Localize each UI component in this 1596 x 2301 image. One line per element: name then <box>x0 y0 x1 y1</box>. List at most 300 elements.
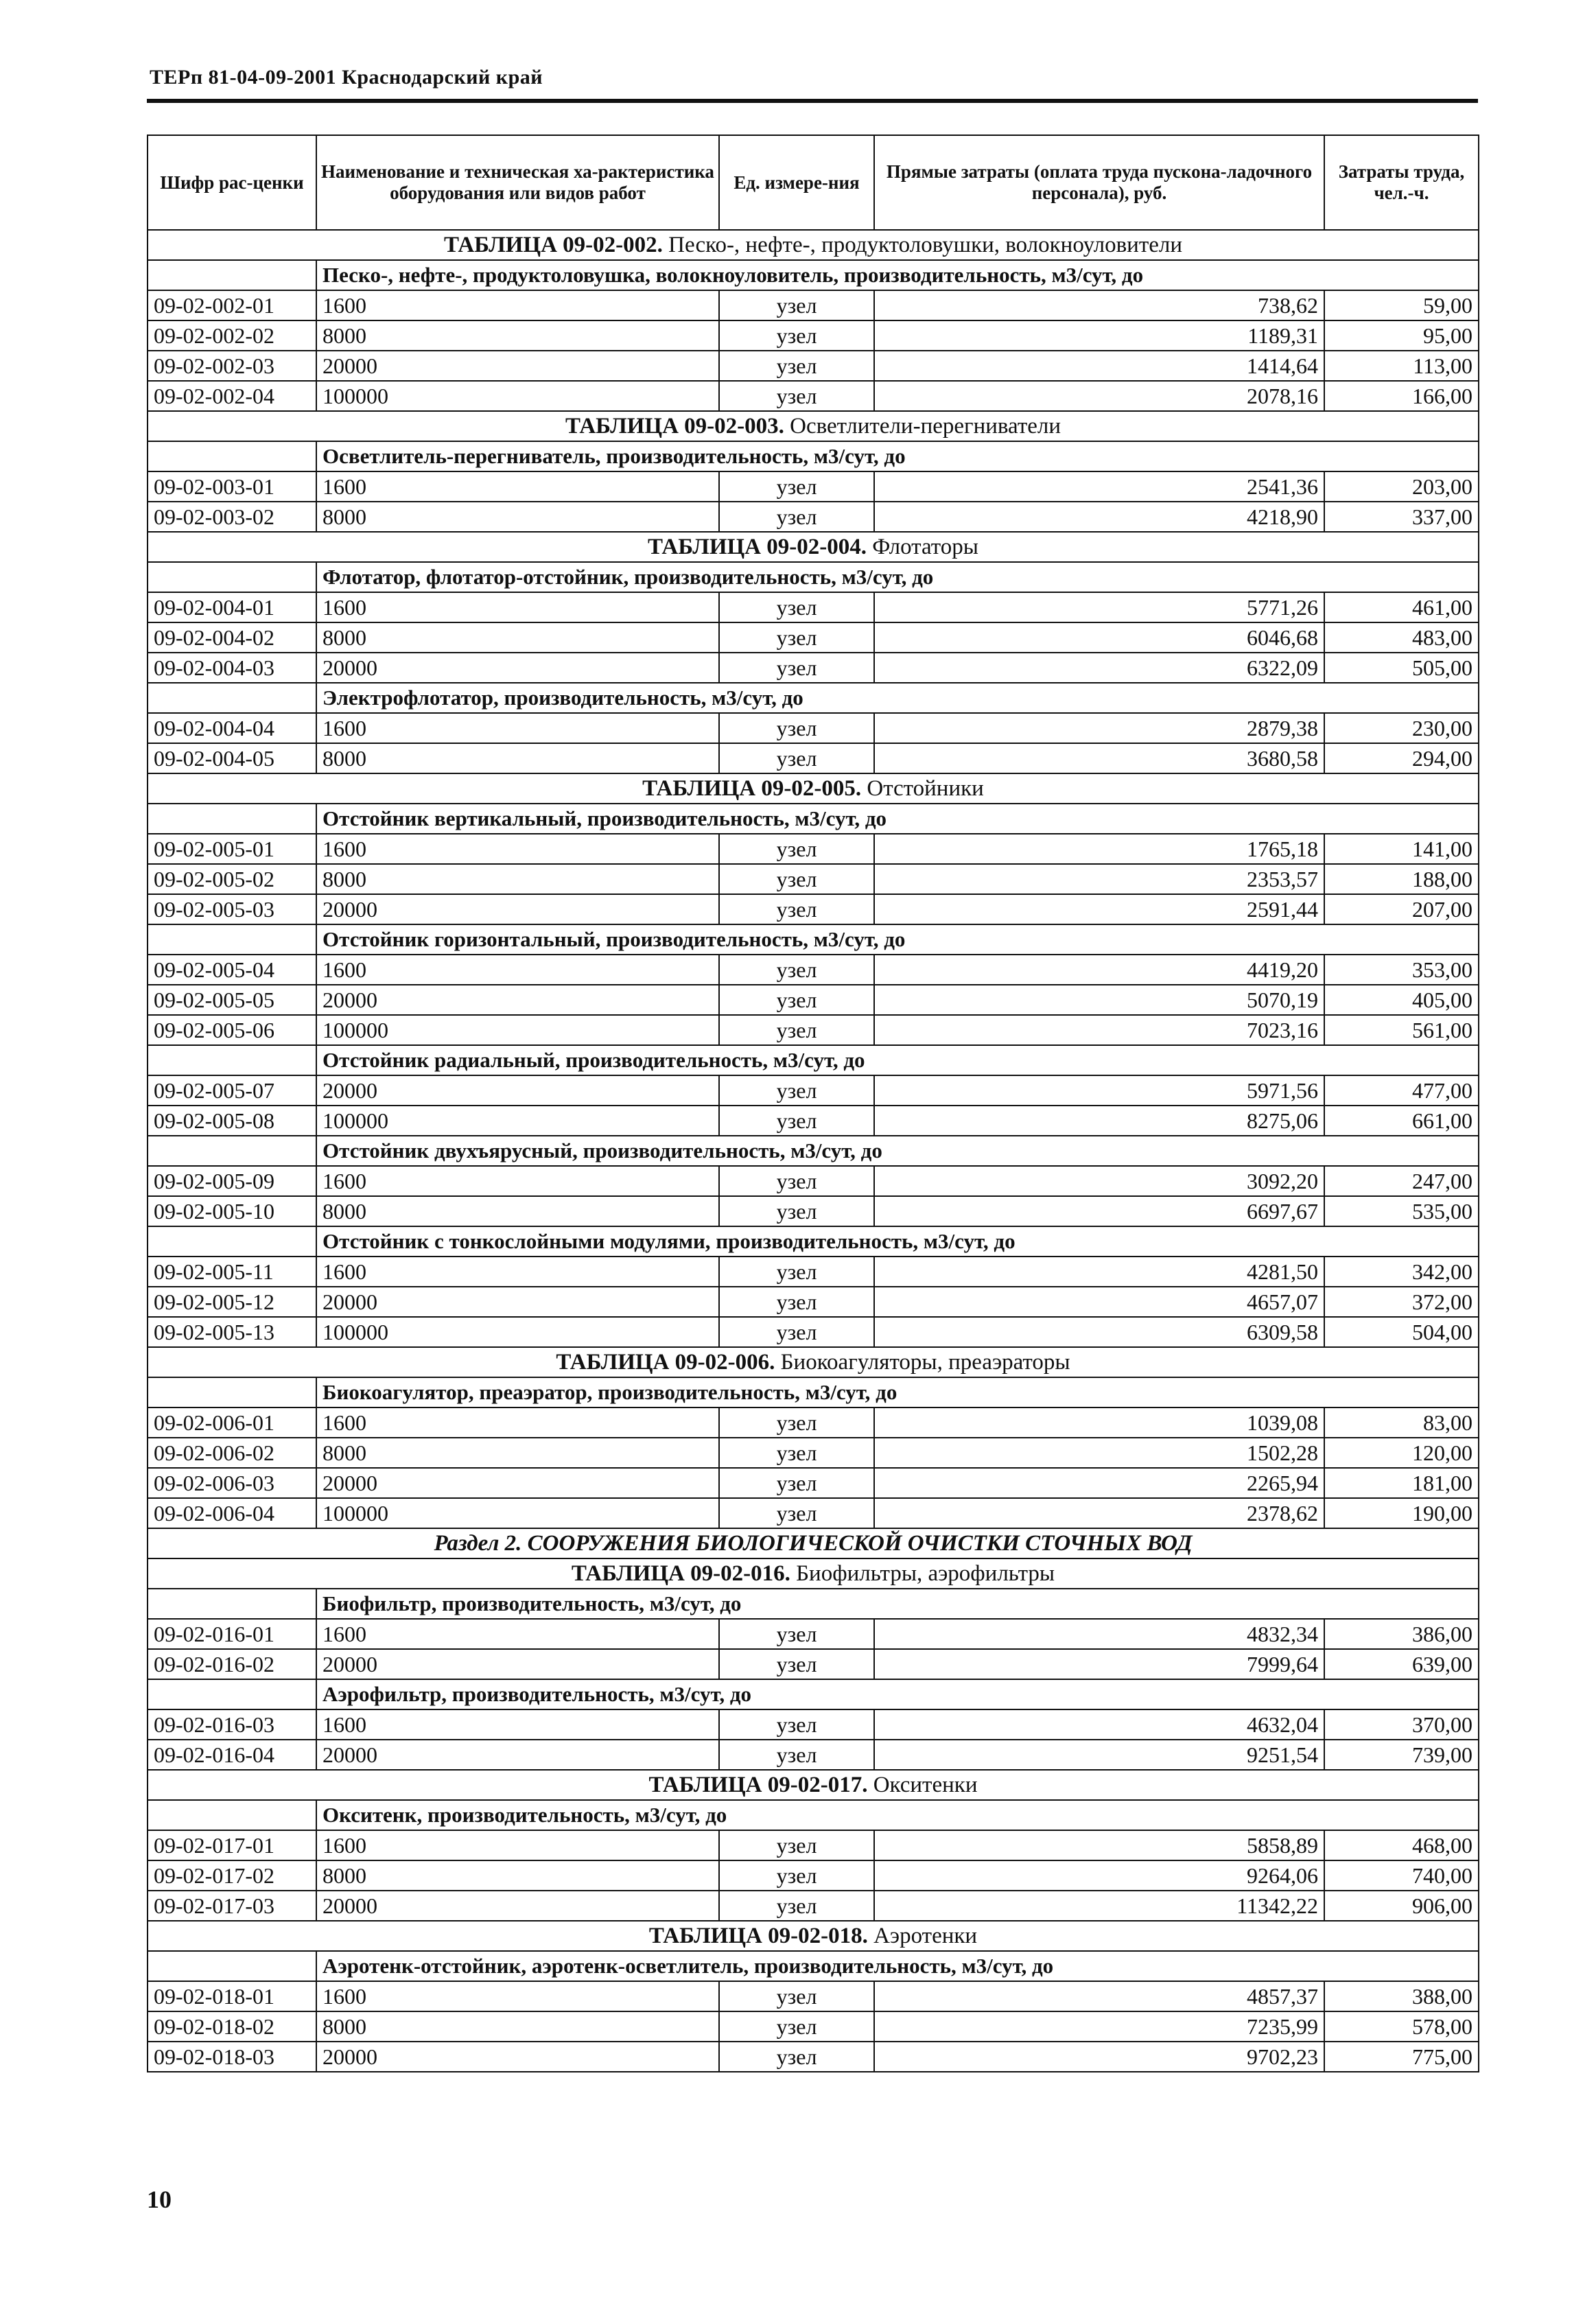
empty-code-cell <box>148 1800 316 1830</box>
capacity: 20000 <box>316 1075 719 1106</box>
labor-cost: 405,00 <box>1324 985 1479 1015</box>
empty-code-cell <box>148 1136 316 1166</box>
table-row <box>148 1860 1479 1891</box>
table-row <box>148 834 1479 864</box>
table-row <box>148 864 1479 894</box>
direct-cost: 9264,06 <box>874 1860 1324 1891</box>
direct-cost: 5070,19 <box>874 985 1324 1015</box>
subcaption: Электрофлотатор, производительность, м3/сут, до <box>316 683 1479 713</box>
unit: узел <box>719 2042 874 2072</box>
unit: узел <box>719 713 874 743</box>
table-caption <box>148 1347 1479 1377</box>
labor-cost: 483,00 <box>1324 622 1479 653</box>
table-row <box>148 1075 1479 1106</box>
direct-cost: 7235,99 <box>874 2011 1324 2042</box>
unit: узел <box>719 1891 874 1921</box>
direct-cost: 5771,26 <box>874 592 1324 622</box>
capacity: 8000 <box>316 320 719 351</box>
subcaption-row <box>148 562 1479 592</box>
rate-code: 09-02-006-04 <box>148 1498 316 1528</box>
capacity: 100000 <box>316 1106 719 1136</box>
rate-code: 09-02-005-07 <box>148 1075 316 1106</box>
labor-cost: 83,00 <box>1324 1408 1479 1438</box>
unit: узел <box>719 1287 874 1317</box>
unit: узел <box>719 985 874 1015</box>
table-row <box>148 622 1479 653</box>
table-row <box>148 1649 1479 1679</box>
capacity: 8000 <box>316 502 719 532</box>
table-header-row <box>148 135 1479 230</box>
rate-code: 09-02-016-02 <box>148 1649 316 1679</box>
unit: узел <box>719 381 874 411</box>
rate-code: 09-02-006-03 <box>148 1468 316 1498</box>
column-header-unit: Ед. измере-ния <box>719 135 874 230</box>
section-row <box>148 1528 1479 1558</box>
labor-cost: 372,00 <box>1324 1287 1479 1317</box>
rate-code: 09-02-005-12 <box>148 1287 316 1317</box>
labor-cost: 740,00 <box>1324 1860 1479 1891</box>
subcaption-row <box>148 683 1479 713</box>
rate-code: 09-02-003-02 <box>148 502 316 532</box>
direct-cost: 4281,50 <box>874 1257 1324 1287</box>
capacity: 20000 <box>316 1468 719 1498</box>
unit: узел <box>719 1317 874 1347</box>
labor-cost: 59,00 <box>1324 290 1479 320</box>
capacity: 1600 <box>316 1709 719 1740</box>
subcaption-row <box>148 1226 1479 1257</box>
direct-cost: 6046,68 <box>874 622 1324 653</box>
table-caption-label: ТАБЛИЦА 09-02-004. <box>648 535 867 559</box>
rate-code: 09-02-005-09 <box>148 1166 316 1196</box>
capacity: 20000 <box>316 1891 719 1921</box>
rate-code: 09-02-002-03 <box>148 351 316 381</box>
subcaption: Песко-, нефте-, продуктоловушка, волокноуловитель, производительность, м3/сут, до <box>316 260 1479 290</box>
subcaption: Биофильтр, производительность, м3/сут, до <box>316 1589 1479 1619</box>
table-row <box>148 1166 1479 1196</box>
capacity: 8000 <box>316 864 719 894</box>
capacity: 1600 <box>316 1257 719 1287</box>
labor-cost: 370,00 <box>1324 1709 1479 1740</box>
unit: узел <box>719 1408 874 1438</box>
direct-cost: 1765,18 <box>874 834 1324 864</box>
table-row <box>148 2042 1479 2072</box>
direct-cost: 6322,09 <box>874 653 1324 683</box>
rate-code: 09-02-005-02 <box>148 864 316 894</box>
capacity: 20000 <box>316 1740 719 1770</box>
rate-code: 09-02-004-01 <box>148 592 316 622</box>
direct-cost: 2879,38 <box>874 713 1324 743</box>
table-caption-title: Окситенки <box>873 1773 978 1797</box>
labor-cost: 505,00 <box>1324 653 1479 683</box>
capacity: 1600 <box>316 1619 719 1649</box>
capacity: 8000 <box>316 2011 719 2042</box>
capacity: 8000 <box>316 1438 719 1468</box>
column-header-cost: Прямые затраты (оплата труда пускона-ладочного персонала), руб. <box>874 135 1324 230</box>
direct-cost: 1414,64 <box>874 351 1324 381</box>
unit: узел <box>719 653 874 683</box>
capacity: 1600 <box>316 1981 719 2011</box>
empty-code-cell <box>148 1045 316 1075</box>
labor-cost: 535,00 <box>1324 1196 1479 1226</box>
page-number: 10 <box>147 2186 172 2213</box>
unit: узел <box>719 320 874 351</box>
table-caption <box>148 1770 1479 1800</box>
labor-cost: 247,00 <box>1324 1166 1479 1196</box>
capacity: 1600 <box>316 471 719 502</box>
rate-code: 09-02-004-05 <box>148 743 316 773</box>
rate-code: 09-02-005-01 <box>148 834 316 864</box>
unit: узел <box>719 1740 874 1770</box>
rate-code: 09-02-005-13 <box>148 1317 316 1347</box>
unit: узел <box>719 1015 874 1045</box>
capacity: 100000 <box>316 1498 719 1528</box>
direct-cost: 2378,62 <box>874 1498 1324 1528</box>
direct-cost: 7023,16 <box>874 1015 1324 1045</box>
table-row <box>148 955 1479 985</box>
table-row <box>148 1015 1479 1045</box>
capacity: 20000 <box>316 653 719 683</box>
table-row <box>148 1740 1479 1770</box>
labor-cost: 120,00 <box>1324 1438 1479 1468</box>
rate-code: 09-02-018-01 <box>148 1981 316 2011</box>
direct-cost: 2541,36 <box>874 471 1324 502</box>
capacity: 1600 <box>316 290 719 320</box>
table-caption-title: Аэротенки <box>873 1924 978 1948</box>
labor-cost: 661,00 <box>1324 1106 1479 1136</box>
column-header-name: Наименование и техническая ха-рактеристика оборудования или видов работ <box>316 135 719 230</box>
subcaption: Отстойник вертикальный, производительность, м3/сут, до <box>316 804 1479 834</box>
direct-cost: 4657,07 <box>874 1287 1324 1317</box>
labor-cost: 113,00 <box>1324 351 1479 381</box>
document-header: ТЕРп 81-04-09-2001 Краснодарский край <box>150 66 543 89</box>
labor-cost: 203,00 <box>1324 471 1479 502</box>
direct-cost: 4857,37 <box>874 1981 1324 2011</box>
empty-code-cell <box>148 1951 316 1981</box>
unit: узел <box>719 592 874 622</box>
subcaption: Осветлитель-перегниватель, производительность, м3/сут, до <box>316 441 1479 471</box>
subcaption-row <box>148 924 1479 955</box>
subcaption: Флотатор, флотатор-отстойник, производительность, м3/сут, до <box>316 562 1479 592</box>
labor-cost: 504,00 <box>1324 1317 1479 1347</box>
direct-cost: 9702,23 <box>874 2042 1324 2072</box>
labor-cost: 775,00 <box>1324 2042 1479 2072</box>
direct-cost: 9251,54 <box>874 1740 1324 1770</box>
labor-cost: 477,00 <box>1324 1075 1479 1106</box>
table-row <box>148 1317 1479 1347</box>
labor-cost: 190,00 <box>1324 1498 1479 1528</box>
unit: узел <box>719 864 874 894</box>
rate-code: 09-02-005-05 <box>148 985 316 1015</box>
labor-cost: 141,00 <box>1324 834 1479 864</box>
labor-cost: 388,00 <box>1324 1981 1479 2011</box>
empty-code-cell <box>148 1589 316 1619</box>
table-row <box>148 320 1479 351</box>
table-row <box>148 1287 1479 1317</box>
table-caption-label: ТАБЛИЦА 09-02-002. <box>443 233 663 257</box>
capacity: 8000 <box>316 1196 719 1226</box>
table-row <box>148 1106 1479 1136</box>
subcaption-row <box>148 260 1479 290</box>
table-caption-row <box>148 1921 1479 1951</box>
rate-code: 09-02-005-06 <box>148 1015 316 1045</box>
price-table <box>147 135 1479 2072</box>
table-caption-title: Биокоагуляторы, преаэраторы <box>780 1350 1070 1375</box>
capacity: 20000 <box>316 894 719 924</box>
unit: узел <box>719 1709 874 1740</box>
direct-cost: 3680,58 <box>874 743 1324 773</box>
unit: узел <box>719 1860 874 1891</box>
rate-code: 09-02-002-01 <box>148 290 316 320</box>
unit: узел <box>719 1981 874 2011</box>
table-caption-label: ТАБЛИЦА 09-02-018. <box>648 1924 868 1948</box>
direct-cost: 5858,89 <box>874 1830 1324 1860</box>
unit: узел <box>719 955 874 985</box>
direct-cost: 1189,31 <box>874 320 1324 351</box>
table-row <box>148 351 1479 381</box>
unit: узел <box>719 1166 874 1196</box>
table-caption-label: ТАБЛИЦА 09-02-017. <box>648 1773 868 1797</box>
labor-cost: 342,00 <box>1324 1257 1479 1287</box>
table-caption-title: Флотаторы <box>872 535 978 559</box>
subcaption-row <box>148 1951 1479 1981</box>
labor-cost: 95,00 <box>1324 320 1479 351</box>
table-row <box>148 502 1479 532</box>
subcaption-row <box>148 1136 1479 1166</box>
labor-cost: 166,00 <box>1324 381 1479 411</box>
rate-code: 09-02-018-03 <box>148 2042 316 2072</box>
rate-code: 09-02-005-04 <box>148 955 316 985</box>
direct-cost: 7999,64 <box>874 1649 1324 1679</box>
direct-cost: 4832,34 <box>874 1619 1324 1649</box>
table-row <box>148 1196 1479 1226</box>
table-caption-title: Биофильтры, аэрофильтры <box>796 1561 1055 1586</box>
table-row <box>148 1619 1479 1649</box>
direct-cost: 6697,67 <box>874 1196 1324 1226</box>
capacity: 8000 <box>316 1860 719 1891</box>
unit: узел <box>719 1438 874 1468</box>
table-row <box>148 1498 1479 1528</box>
table-caption <box>148 1558 1479 1589</box>
empty-code-cell <box>148 1679 316 1709</box>
table-caption-label: ТАБЛИЦА 09-02-016. <box>571 1561 790 1586</box>
capacity: 1600 <box>316 1166 719 1196</box>
rate-code: 09-02-005-03 <box>148 894 316 924</box>
table-caption-row <box>148 773 1479 804</box>
labor-cost: 739,00 <box>1324 1740 1479 1770</box>
table-row <box>148 290 1479 320</box>
subcaption: Окситенк, производительность, м3/сут, до <box>316 1800 1479 1830</box>
table-body <box>148 230 1479 2072</box>
subcaption: Биокоагулятор, преаэратор, производительность, м3/сут, до <box>316 1377 1479 1408</box>
direct-cost: 4632,04 <box>874 1709 1324 1740</box>
capacity: 20000 <box>316 1287 719 1317</box>
rate-code: 09-02-016-04 <box>148 1740 316 1770</box>
direct-cost: 6309,58 <box>874 1317 1324 1347</box>
direct-cost: 5971,56 <box>874 1075 1324 1106</box>
table-row <box>148 1981 1479 2011</box>
subcaption: Отстойник с тонкослойными модулями, производительность, м3/сут, до <box>316 1226 1479 1257</box>
table-caption-row <box>148 1558 1479 1589</box>
table-caption-label: ТАБЛИЦА 09-02-005. <box>642 776 862 801</box>
table-row <box>148 743 1479 773</box>
subcaption-row <box>148 1589 1479 1619</box>
unit: узел <box>719 290 874 320</box>
table-caption-title: Отстойники <box>867 776 984 801</box>
table-caption-row <box>148 1770 1479 1800</box>
table-row <box>148 471 1479 502</box>
unit: узел <box>719 1075 874 1106</box>
subcaption-row <box>148 804 1479 834</box>
direct-cost: 8275,06 <box>874 1106 1324 1136</box>
unit: узел <box>719 834 874 864</box>
subcaption: Отстойник радиальный, производительность, м3/сут, до <box>316 1045 1479 1075</box>
unit: узел <box>719 743 874 773</box>
unit: узел <box>719 351 874 381</box>
capacity: 20000 <box>316 351 719 381</box>
direct-cost: 2591,44 <box>874 894 1324 924</box>
table-row <box>148 381 1479 411</box>
capacity: 1600 <box>316 1408 719 1438</box>
capacity: 100000 <box>316 381 719 411</box>
labor-cost: 561,00 <box>1324 1015 1479 1045</box>
rate-code: 09-02-003-01 <box>148 471 316 502</box>
header-divider <box>147 99 1478 103</box>
subcaption-row <box>148 1045 1479 1075</box>
unit: узел <box>719 894 874 924</box>
empty-code-cell <box>148 260 316 290</box>
unit: узел <box>719 1257 874 1287</box>
rate-code: 09-02-016-03 <box>148 1709 316 1740</box>
table-caption <box>148 1921 1479 1951</box>
subcaption: Аэрофильтр, производительность, м3/сут, до <box>316 1679 1479 1709</box>
capacity: 1600 <box>316 592 719 622</box>
direct-cost: 3092,20 <box>874 1166 1324 1196</box>
column-header-labor: Затраты труда, чел.-ч. <box>1324 135 1479 230</box>
table-row <box>148 1709 1479 1740</box>
empty-code-cell <box>148 562 316 592</box>
unit: узел <box>719 1830 874 1860</box>
rate-code: 09-02-002-02 <box>148 320 316 351</box>
subcaption-row <box>148 1377 1479 1408</box>
labor-cost: 181,00 <box>1324 1468 1479 1498</box>
labor-cost: 230,00 <box>1324 713 1479 743</box>
capacity: 20000 <box>316 985 719 1015</box>
table-caption <box>148 230 1479 260</box>
rate-code: 09-02-005-10 <box>148 1196 316 1226</box>
table-caption-row <box>148 411 1479 441</box>
rate-code: 09-02-018-02 <box>148 2011 316 2042</box>
table-caption <box>148 411 1479 441</box>
direct-cost: 4419,20 <box>874 955 1324 985</box>
labor-cost: 188,00 <box>1324 864 1479 894</box>
labor-cost: 337,00 <box>1324 502 1479 532</box>
table-row <box>148 985 1479 1015</box>
labor-cost: 294,00 <box>1324 743 1479 773</box>
unit: узел <box>719 1649 874 1679</box>
rate-code: 09-02-004-03 <box>148 653 316 683</box>
capacity: 100000 <box>316 1015 719 1045</box>
labor-cost: 906,00 <box>1324 1891 1479 1921</box>
table-row <box>148 1468 1479 1498</box>
rate-code: 09-02-005-08 <box>148 1106 316 1136</box>
table-row <box>148 1408 1479 1438</box>
labor-cost: 639,00 <box>1324 1649 1479 1679</box>
labor-cost: 468,00 <box>1324 1830 1479 1860</box>
table-caption-label: ТАБЛИЦА 09-02-006. <box>556 1350 775 1375</box>
direct-cost: 2078,16 <box>874 381 1324 411</box>
column-header-code: Шифр рас-ценки <box>148 135 316 230</box>
unit: узел <box>719 1468 874 1498</box>
direct-cost: 11342,22 <box>874 1891 1324 1921</box>
direct-cost: 2265,94 <box>874 1468 1324 1498</box>
labor-cost: 578,00 <box>1324 2011 1479 2042</box>
direct-cost: 738,62 <box>874 290 1324 320</box>
section-title: Раздел 2. СООРУЖЕНИЯ БИОЛОГИЧЕСКОЙ ОЧИСТКИ СТОЧНЫХ ВОД <box>148 1528 1479 1558</box>
capacity: 20000 <box>316 1649 719 1679</box>
empty-code-cell <box>148 804 316 834</box>
table-caption-row <box>148 532 1479 562</box>
empty-code-cell <box>148 1226 316 1257</box>
table-row <box>148 1891 1479 1921</box>
empty-code-cell <box>148 683 316 713</box>
table-caption <box>148 773 1479 804</box>
labor-cost: 386,00 <box>1324 1619 1479 1649</box>
labor-cost: 461,00 <box>1324 592 1479 622</box>
subcaption: Отстойник горизонтальный, производительность, м3/сут, до <box>316 924 1479 955</box>
direct-cost: 1039,08 <box>874 1408 1324 1438</box>
rate-code: 09-02-004-02 <box>148 622 316 653</box>
table-caption-row <box>148 1347 1479 1377</box>
unit: узел <box>719 471 874 502</box>
direct-cost: 2353,57 <box>874 864 1324 894</box>
subcaption-row <box>148 1800 1479 1830</box>
unit: узел <box>719 1196 874 1226</box>
table-row <box>148 894 1479 924</box>
subcaption: Аэротенк-отстойник, аэротенк-осветлитель, производительность, м3/сут, до <box>316 1951 1479 1981</box>
rate-code: 09-02-017-02 <box>148 1860 316 1891</box>
table-caption-row <box>148 230 1479 260</box>
subcaption-row <box>148 441 1479 471</box>
table-row <box>148 653 1479 683</box>
direct-cost: 4218,90 <box>874 502 1324 532</box>
rate-code: 09-02-005-11 <box>148 1257 316 1287</box>
unit: узел <box>719 1498 874 1528</box>
table-caption-label: ТАБЛИЦА 09-02-003. <box>565 414 784 439</box>
capacity: 1600 <box>316 1830 719 1860</box>
rate-code: 09-02-002-04 <box>148 381 316 411</box>
empty-code-cell <box>148 441 316 471</box>
capacity: 100000 <box>316 1317 719 1347</box>
labor-cost: 353,00 <box>1324 955 1479 985</box>
unit: узел <box>719 1106 874 1136</box>
table-caption-title: Осветлители-перегниватели <box>790 414 1061 439</box>
unit: узел <box>719 502 874 532</box>
table-row <box>148 1830 1479 1860</box>
capacity: 1600 <box>316 955 719 985</box>
rate-code: 09-02-004-04 <box>148 713 316 743</box>
capacity: 8000 <box>316 743 719 773</box>
rate-code: 09-02-006-02 <box>148 1438 316 1468</box>
table-row <box>148 1257 1479 1287</box>
table-caption <box>148 532 1479 562</box>
labor-cost: 207,00 <box>1324 894 1479 924</box>
capacity: 1600 <box>316 713 719 743</box>
rate-code: 09-02-017-01 <box>148 1830 316 1860</box>
unit: узел <box>719 1619 874 1649</box>
capacity: 1600 <box>316 834 719 864</box>
empty-code-cell <box>148 1377 316 1408</box>
table-row <box>148 592 1479 622</box>
